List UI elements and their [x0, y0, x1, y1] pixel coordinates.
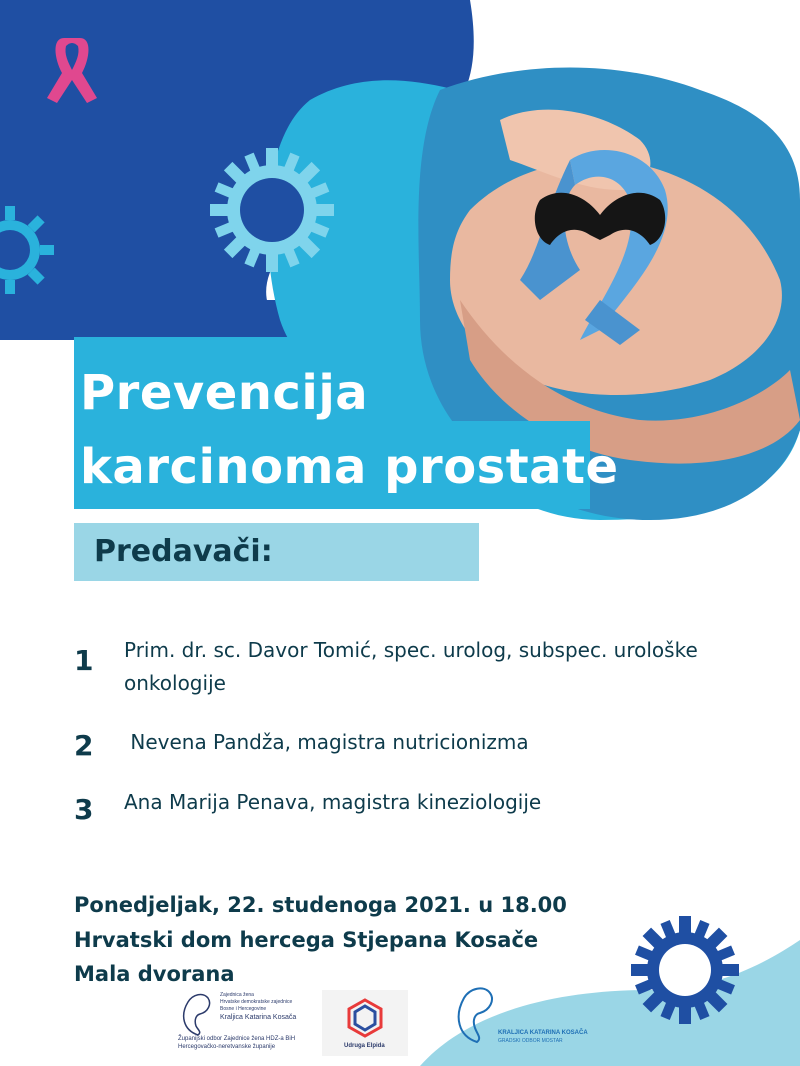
logo-left — [178, 990, 318, 1060]
logo-left-mark — [178, 990, 218, 1040]
logo-right — [452, 982, 602, 1062]
virus-icon — [210, 148, 334, 272]
logo-left-sub2: Hercegovačko-neretvanske županije — [178, 1044, 276, 1050]
subtitle: Predavači: — [94, 534, 273, 569]
logo-right-mark — [452, 982, 502, 1046]
event-venue: Hrvatski dom hercega Stjepana Kosače — [74, 928, 539, 952]
logo-right-name: KRALJICA KATARINA KOSAČA — [498, 1030, 588, 1036]
logo-left-line3: Bosne i Hercegovine — [220, 1006, 267, 1012]
lecturer-name-1: Prim. dr. sc. Davor Tomić, spec. urolog, subspec. urološke onkologije — [124, 638, 698, 695]
lecturer-number-2: 2 — [74, 729, 94, 762]
logo-right-sub: GRADSKI ODBOR MOSTAR — [498, 1038, 563, 1044]
lecturer-name-3: Ana Marija Penava, magistra kineziologije — [124, 790, 542, 814]
event-room: Mala dvorana — [74, 962, 235, 986]
logo-middle — [322, 990, 408, 1056]
logo-left-sub1: Županijski odbor Zajednice žena HDZ-a BiH — [178, 1036, 296, 1042]
logo-left-line1: Zajednica žena — [220, 992, 254, 998]
virus-icon-bottom — [631, 916, 739, 1024]
lecturer-name-2: Nevena Pandža, magistra nutricionizma — [124, 730, 529, 754]
title-line-1: Prevencija — [80, 365, 369, 421]
event-date: Ponedjeljak, 22. studenoga 2021. u 18.00 — [74, 893, 567, 917]
lecturer-number-3: 3 — [74, 793, 94, 826]
elpida-logo-icon — [345, 998, 385, 1038]
lecturer-number-1: 1 — [74, 644, 94, 677]
title-line-2: karcinoma prostate — [80, 439, 619, 495]
logo-left-name: Kraljica Katarina Kosača — [220, 1014, 297, 1021]
logo-left-line2: Hrvatske demokratske zajednice — [220, 999, 293, 1005]
logo-middle-name: Udruga Elpida — [344, 1043, 385, 1049]
